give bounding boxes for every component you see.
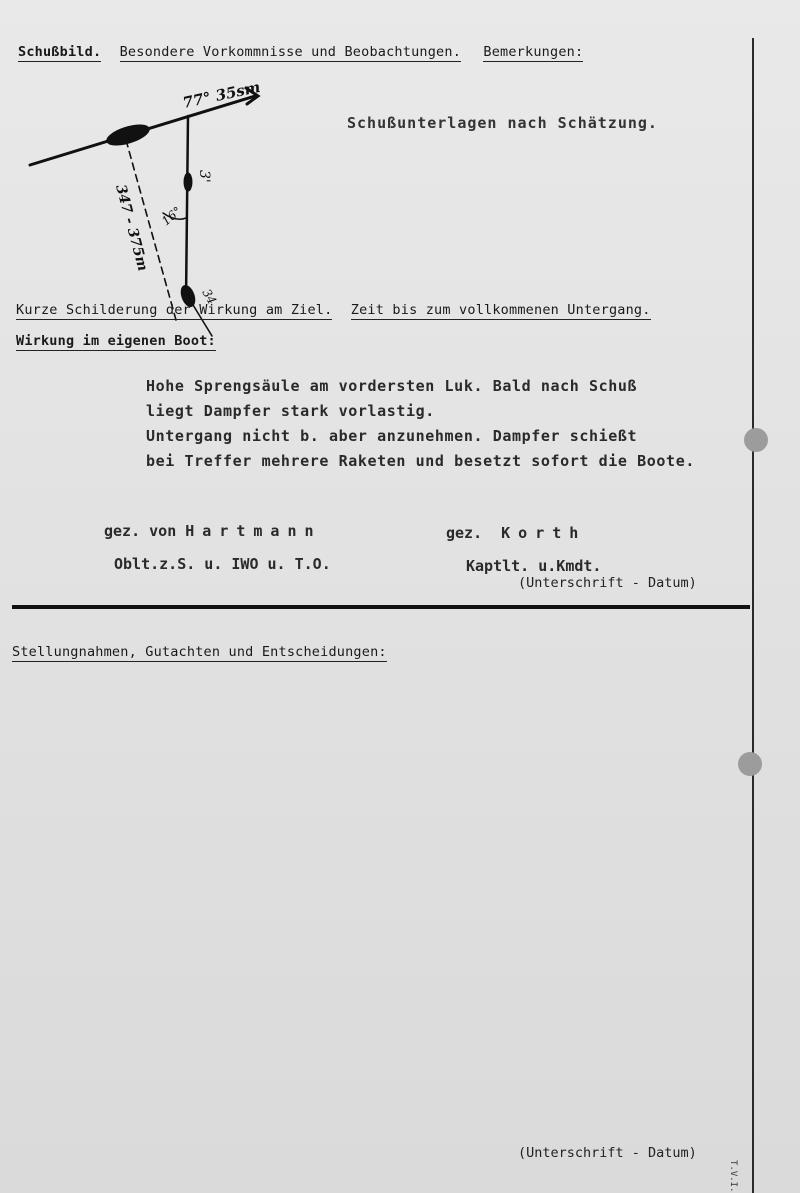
course-label: 77° 35sm [181, 77, 262, 112]
report-line: liegt Dampfer stark vorlastig. [146, 402, 435, 420]
torpedo-label: 34 [199, 286, 220, 307]
section-eigenes-boot [16, 333, 216, 349]
left-rank: Oblt.z.S. u. IWO u. T.O. [114, 555, 331, 573]
range-label: 3' [196, 170, 212, 183]
distance-label: 347 - 375m [112, 182, 151, 273]
shot-sketch [0, 0, 320, 340]
right-signature-name: Korth [501, 524, 587, 542]
signature-date-label: (Unterschrift - Datum) [518, 575, 697, 591]
right-signature [446, 524, 586, 542]
left-signature [104, 522, 322, 540]
left-signature-prefix: gez. von [104, 522, 177, 540]
section-wirkung-ziel-part2: Zeit bis zum vollkommenen Untergang. [350, 302, 651, 318]
torpedo-marker [184, 173, 192, 191]
section-divider-rule [12, 605, 750, 609]
header-bemerkungen: Bemerkungen: [483, 44, 584, 60]
report-body [146, 374, 695, 474]
right-margin-line [752, 38, 754, 1193]
section-wirkung-ziel [16, 302, 651, 318]
report-line: Untergang nicht b. aber anzunehmen. Dampfer schießt [146, 427, 638, 445]
section-wirkung-ziel-part1: Kurze Schilderung der Wirkung am Ziel. [16, 302, 333, 318]
section-eigenes-boot-label: Wirkung im eigenen Boot: [16, 333, 216, 349]
right-signature-prefix: gez. [446, 524, 483, 542]
side-mark: T.V.I. [728, 1160, 738, 1193]
punch-hole-lower [738, 752, 762, 776]
torpedo-track-line [186, 116, 188, 300]
report-line: bei Treffer mehrere Raketen und besetzt sofort die Boote. [146, 452, 695, 470]
angle-label: 16° [158, 203, 185, 229]
right-rank: Kaptlt. u.Kmdt. [466, 557, 602, 575]
left-signature-name: Hartmann [185, 522, 322, 540]
section-stellungnahmen-label: Stellungnahmen, Gutachten und Entscheidungen: [12, 644, 387, 660]
report-line: Hohe Sprengsäule am vordersten Luk. Bald nach Schuß [146, 377, 638, 395]
bottom-signature-date-label: (Unterschrift - Datum) [518, 1145, 697, 1161]
punch-hole-upper [744, 428, 768, 452]
header-vorkommnisse: Besondere Vorkommnisse und Beobachtungen. [119, 44, 462, 60]
remark-text: Schußunterlagen nach Schätzung. [347, 114, 658, 132]
section-stellungnahmen [12, 644, 387, 660]
header-schussbild: Schußbild. [18, 44, 102, 60]
